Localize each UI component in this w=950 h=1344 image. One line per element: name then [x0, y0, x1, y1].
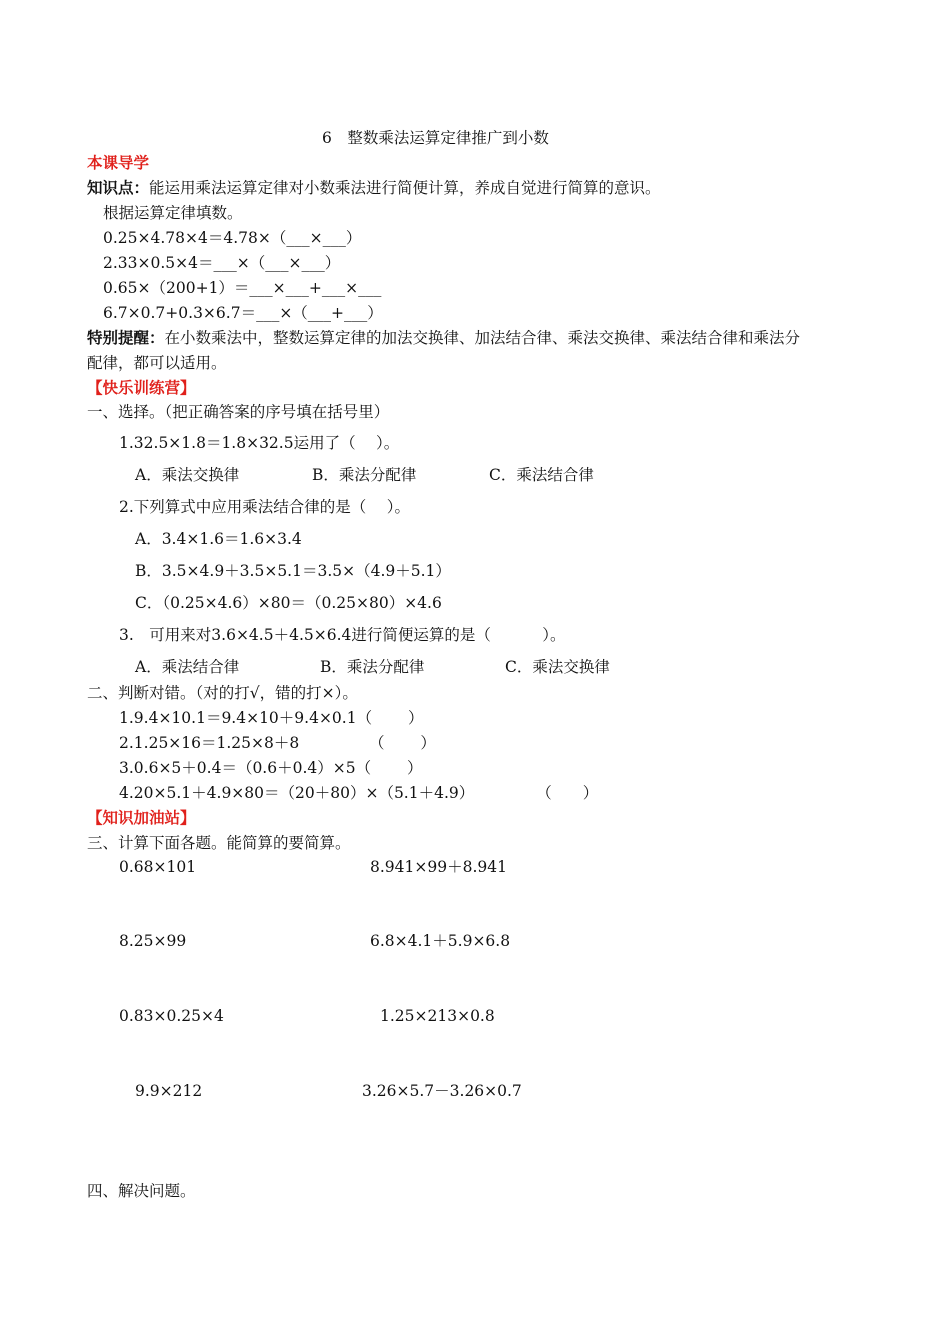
q2-option-a: A．3.4×1.6＝1.6×3.4 [135, 530, 302, 548]
q1-option-b: B．乘法分配律 [312, 466, 417, 484]
fill-line: 0.25×4.78×4＝4.78×（___×___） [103, 229, 362, 247]
reminder-label: 特别提醒： [87, 329, 165, 347]
calc-item: 8.25×99 [119, 932, 187, 950]
judge-item: 4.20×5.1＋4.9×80＝（20＋80）×（5.1＋4.9） （ ） [119, 784, 599, 802]
question-3: 3. 可用来对3.6×4.5＋4.5×6.4进行简便运算的是（ ）。 [119, 626, 566, 644]
reminder-text: 在小数乘法中，整数运算定律的加法交换律、加法结合律、乘法交换律、乘法结合律和乘法分 [164, 329, 801, 347]
knowledge-text: 能运用乘法运算定律对小数乘法进行简便计算，养成自觉进行简算的意识。 [149, 179, 661, 197]
part4-heading: 四、解决问题。 [87, 1182, 196, 1200]
part2-heading: 二、判断对错。（对的打√，错的打×）。 [87, 684, 358, 702]
calc-item: 6.8×4.1＋5.9×6.8 [370, 932, 511, 950]
judge-item: 1.9.4×10.1＝9.4×10＋9.4×0.1（ ） [119, 709, 424, 727]
reminder-line-1 [87, 328, 800, 348]
calc-item: 1.25×213×0.8 [380, 1007, 495, 1025]
q3-option-a: A．乘法结合律 [135, 658, 240, 676]
q1-option-a: A．乘法交换律 [135, 466, 240, 484]
fill-line: 6.7×0.7+0.3×6.7＝___×（___+___） [103, 304, 383, 322]
calc-item: 0.83×0.25×4 [119, 1007, 224, 1025]
calc-item: 8.941×99＋8.941 [370, 858, 507, 876]
q1-option-c: C．乘法结合律 [489, 466, 594, 484]
calc-item: 9.9×212 [135, 1082, 203, 1100]
fill-line: 2.33×0.5×4＝___×（___×___） [103, 254, 341, 272]
judge-item: 2.1.25×16＝1.25×8＋8 （ ） [119, 734, 436, 752]
guide-heading: 本课导学 [87, 154, 150, 172]
part3-heading: 三、计算下面各题。能简算的要简算。 [87, 834, 351, 852]
calc-item: 3.26×5.7－3.26×0.7 [362, 1082, 522, 1100]
q2-option-c: C．（0.25×4.6）×80＝（0.25×80）×4.6 [135, 594, 442, 612]
fill-intro: 根据运算定律填数。 [103, 204, 243, 222]
q2-option-b: B．3.5×4.9＋3.5×5.1＝3.5×（4.9＋5.1） [135, 562, 451, 580]
section-knowledge-heading: 【知识加油站】 [87, 809, 196, 827]
judge-item: 3.0.6×5＋0.4＝（0.6＋0.4）×5（ ） [119, 759, 423, 777]
knowledge-label: 知识点： [87, 179, 150, 197]
q3-option-c: C．乘法交换律 [505, 658, 610, 676]
q3-option-b: B．乘法分配律 [320, 658, 425, 676]
page-title: 6 整数乘法运算定律推广到小数 [322, 129, 549, 147]
reminder-line-2: 配律，都可以适用。 [87, 354, 227, 372]
knowledge-line [87, 178, 661, 198]
section-train-heading: 【快乐训练营】 [87, 379, 196, 397]
calc-item: 0.68×101 [119, 858, 197, 876]
question-2: 2.下列算式中应用乘法结合律的是（ ）。 [119, 498, 410, 516]
part1-heading: 一、选择。（把正确答案的序号填在括号里） [87, 403, 390, 421]
question-1: 1.32.5×1.8＝1.8×32.5运用了（ ）。 [119, 434, 400, 452]
fill-line: 0.65×（200+1）＝___×___+___×___ [103, 279, 382, 297]
